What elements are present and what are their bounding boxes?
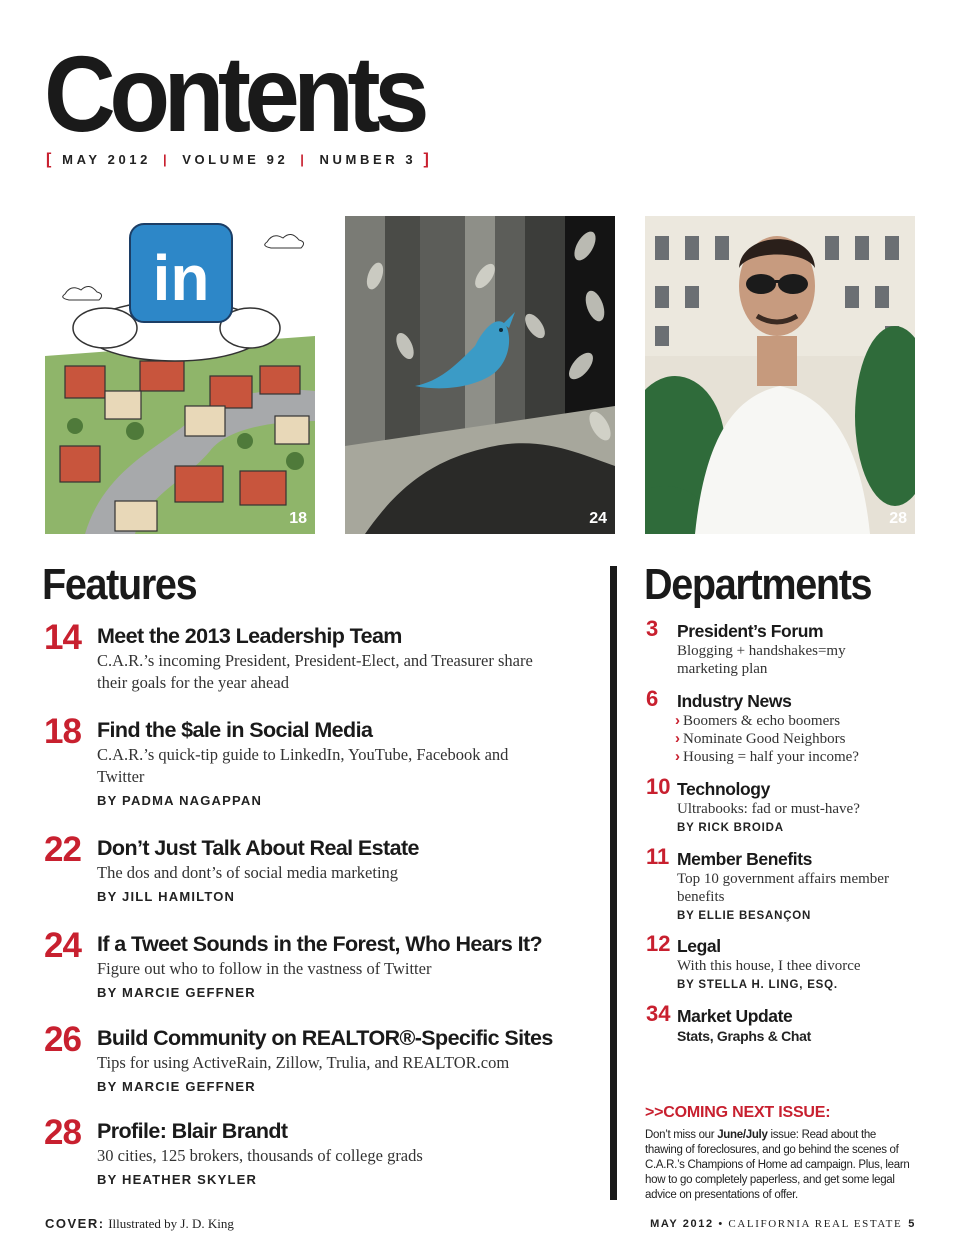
issue-volume: VOLUME 92 — [182, 152, 289, 167]
department-page-number: 3 — [646, 616, 659, 641]
department-item[interactable] — [646, 844, 916, 922]
department-page-number: 11 — [646, 844, 670, 869]
svg-text:in: in — [152, 242, 210, 314]
news-bullet-text: Nominate Good Neighbors — [683, 731, 846, 747]
department-dek: Stats, Graphs & Chat — [677, 1028, 812, 1044]
department-title[interactable]: Technology — [677, 779, 770, 799]
issue-number: NUMBER 3 — [319, 152, 417, 167]
news-bullet — [675, 748, 916, 766]
column-divider — [610, 566, 617, 1200]
photo-page-number: 28 — [889, 510, 907, 527]
news-bullet — [675, 730, 916, 748]
double-chevron-icon: >> — [645, 1104, 664, 1121]
separator: | — [300, 152, 308, 167]
department-page-number: 12 — [646, 931, 671, 956]
coming-next-heading — [645, 1104, 830, 1122]
chevron-right-icon: › — [675, 712, 680, 729]
department-byline: BY ELLIE BESANÇON — [677, 910, 812, 922]
department-page-number: 10 — [646, 774, 671, 799]
feature-title[interactable]: Build Community on REALTOR®-Specific Sites — [97, 1026, 553, 1050]
separator: | — [162, 152, 171, 167]
feature-dek: C.A.R.’s incoming President, President-Elect, and Treasurer share their goals for the year ahead — [97, 650, 533, 692]
department-dek: Ultrabooks: fad or must-have? — [677, 801, 860, 817]
cover-credit-label: COVER: — [45, 1216, 105, 1231]
department-item[interactable] — [646, 616, 916, 678]
coming-next-title: COMING NEXT ISSUE: — [663, 1104, 831, 1121]
photo-linkedin-illustration[interactable] — [45, 216, 315, 534]
feature-page-number: 26 — [44, 1020, 81, 1059]
department-dek: Blogging + handshakes=my marketing plan — [677, 643, 846, 677]
feature-byline: BY HEATHER SKYLER — [97, 1171, 258, 1187]
department-byline: BY RICK BROIDA — [677, 822, 784, 834]
feature-title[interactable]: Find the $ale in Social Media — [97, 718, 373, 742]
news-bullet-text: Housing = half your income? — [683, 749, 859, 765]
photo-bird-illustration[interactable] — [345, 216, 615, 534]
page-title: Contents — [44, 33, 424, 154]
footer-magazine: CALIFORNIA REAL ESTATE — [728, 1218, 903, 1230]
department-item[interactable] — [646, 1001, 916, 1045]
feature-title[interactable]: Meet the 2013 Leadership Team — [97, 624, 402, 648]
footer-month: MAY 2012 — [650, 1218, 714, 1230]
feature-dek: Figure out who to follow in the vastness of Twitter — [97, 958, 432, 978]
department-title[interactable]: President’s Forum — [677, 621, 824, 641]
footer-bullet: • — [718, 1218, 724, 1230]
feature-byline: BY MARCIE GEFFNER — [97, 984, 256, 1000]
department-dek: Top 10 government affairs member benefits — [677, 871, 889, 905]
issue-info — [46, 151, 432, 169]
page-footer — [650, 1218, 916, 1230]
feature-page-number: 14 — [44, 618, 81, 657]
department-page-number: 34 — [646, 1001, 671, 1026]
feature-dek: C.A.R.’s quick-tip guide to LinkedIn, YouTube, Facebook and Twitter — [97, 744, 509, 786]
department-title[interactable]: Industry News — [677, 691, 792, 711]
feature-item[interactable] — [44, 1113, 584, 1187]
feature-page-number: 28 — [44, 1113, 81, 1152]
linkedin-illustration-image — [45, 216, 315, 534]
portrait-image — [645, 216, 915, 534]
feature-item[interactable] — [44, 1020, 584, 1094]
bracket-open: [ — [46, 151, 55, 168]
department-item[interactable] — [646, 774, 916, 834]
feature-title[interactable]: If a Tweet Sounds in the Forest, Who Hears It? — [97, 932, 543, 956]
department-title[interactable]: Market Update — [677, 1006, 793, 1026]
feature-page-number: 18 — [44, 712, 81, 751]
photo-portrait[interactable] — [645, 216, 915, 534]
department-item[interactable] — [646, 931, 916, 991]
feature-item[interactable] — [44, 926, 584, 1000]
photo-page-number: 18 — [289, 510, 307, 527]
feature-dek: The dos and dont’s of social media marketing — [97, 862, 399, 882]
features-heading: Features — [42, 560, 197, 609]
cover-credit-text: Illustrated by J. D. King — [108, 1216, 234, 1231]
department-byline: BY STELLA H. LING, ESQ. — [677, 979, 838, 991]
issue-month: MAY 2012 — [62, 152, 151, 167]
chevron-right-icon: › — [675, 748, 680, 765]
feature-title[interactable]: Profile: Blair Brandt — [97, 1119, 288, 1143]
department-title[interactable]: Legal — [677, 936, 721, 956]
news-bullet — [675, 712, 916, 730]
departments-heading: Departments — [644, 560, 872, 609]
coming-next-text: issue: Read about the thawing of foreclosures, and go behind the scenes of C.A.R.’s Champions of Home ad campaign. Plus, learn how to go completely paperless, and get some legal advice on presentations of offer. — [645, 1129, 910, 1201]
feature-page-number: 24 — [44, 926, 81, 965]
footer-page-number: 5 — [908, 1218, 916, 1230]
feature-byline: BY PADMA NAGAPPAN — [97, 792, 263, 808]
feature-page-number: 22 — [44, 830, 81, 869]
department-title[interactable]: Member Benefits — [677, 849, 813, 869]
department-page-number: 6 — [646, 686, 659, 711]
cover-credit — [45, 1216, 234, 1232]
bracket-close: ] — [423, 151, 433, 168]
news-bullet-text: Boomers & echo boomers — [683, 713, 841, 729]
feature-item[interactable] — [44, 830, 584, 904]
feature-byline: BY JILL HAMILTON — [97, 888, 236, 904]
coming-next-issue-name: June/July — [717, 1129, 768, 1141]
coming-next-body — [645, 1128, 915, 1203]
photo-page-number: 24 — [589, 510, 607, 527]
feature-item[interactable] — [44, 712, 584, 808]
coming-next-text: Don’t miss our — [645, 1129, 718, 1141]
feature-dek: Tips for using ActiveRain, Zillow, Trulia, and REALTOR.com — [97, 1052, 510, 1072]
feature-dek: 30 cities, 125 brokers, thousands of college grads — [97, 1145, 423, 1165]
chevron-right-icon: › — [675, 730, 680, 747]
feature-item[interactable] — [44, 618, 584, 694]
department-dek: With this house, I thee divorce — [677, 958, 861, 974]
feature-title[interactable]: Don’t Just Talk About Real Estate — [97, 836, 419, 860]
bird-illustration-image — [345, 216, 615, 534]
feature-byline: BY MARCIE GEFFNER — [97, 1078, 256, 1094]
department-item[interactable] — [646, 686, 916, 766]
